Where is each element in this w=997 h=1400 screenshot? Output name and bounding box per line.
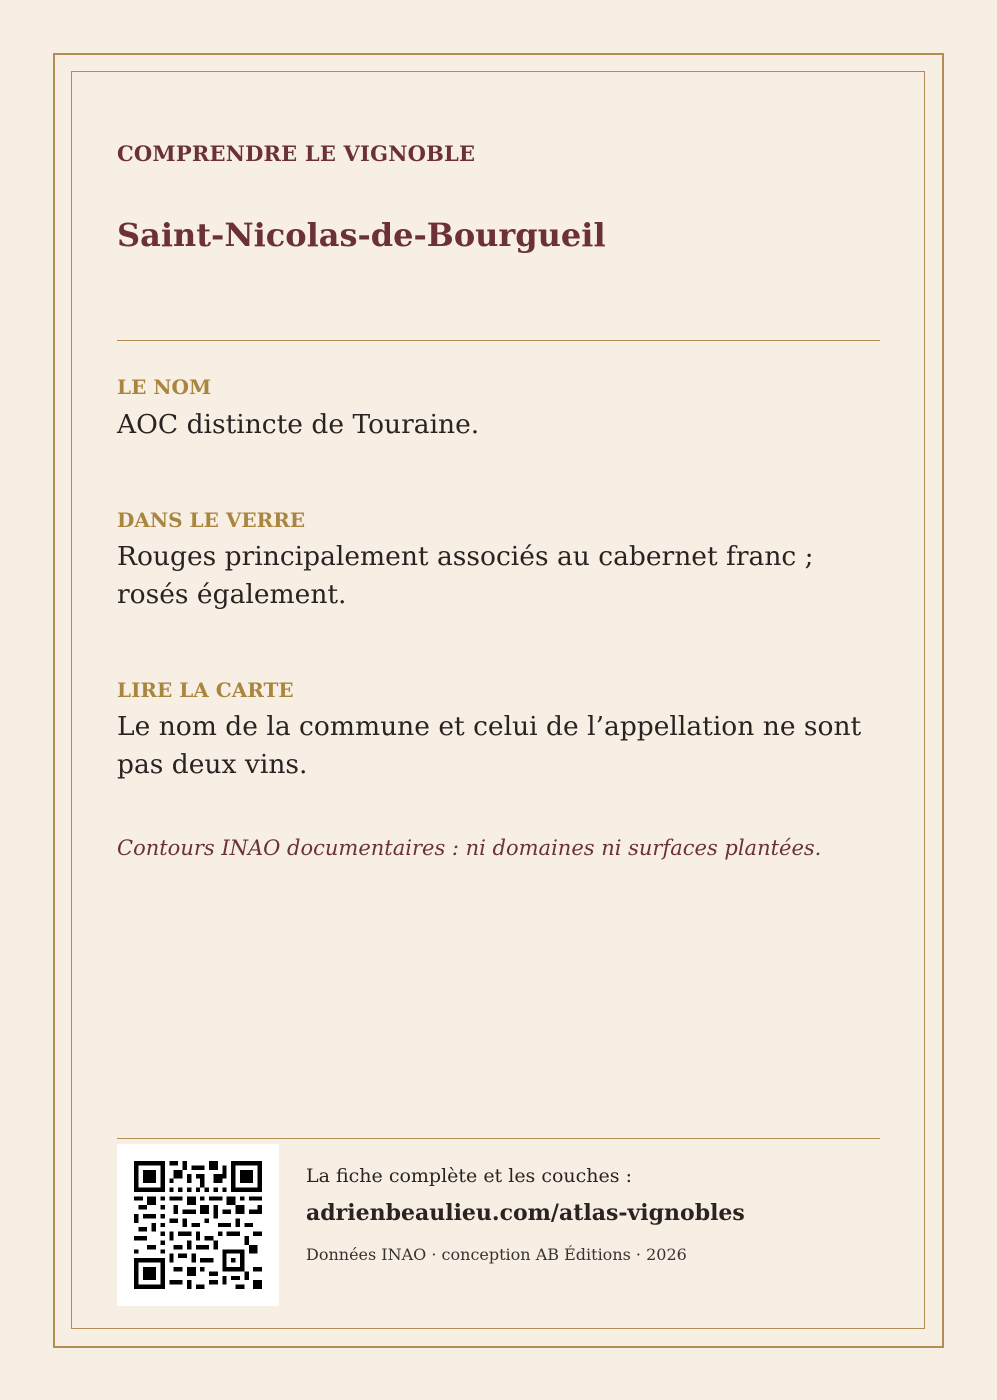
qr-code-graphic xyxy=(134,1161,262,1289)
qr-code-icon[interactable] xyxy=(117,1144,279,1306)
footer-credit-text: Données INAO · conception AB Éditions · 2026 xyxy=(306,1245,687,1264)
page-title: Saint-Nicolas-de-Bourgueil xyxy=(117,216,606,254)
top-divider xyxy=(117,340,880,341)
section-label-nom: LE NOM xyxy=(117,375,212,399)
section-text-nom: AOC distincte de Touraine. xyxy=(117,409,480,440)
footer-url-link[interactable]: adrienbeaulieu.com/atlas-vignobles xyxy=(306,1200,745,1226)
footer-divider xyxy=(117,1138,880,1139)
footnote-italic: Contours INAO documentaires : ni domaines ni surfaces plantées. xyxy=(117,836,822,860)
section-label-carte: LIRE LA CARTE xyxy=(117,678,294,702)
eyebrow-heading: COMPRENDRE LE VIGNOBLE xyxy=(117,141,476,166)
footer-intro-text: La fiche complète et les couches : xyxy=(306,1165,632,1187)
section-text-carte: Le nom de la commune et celui de l’appellation ne sont pas deux vins. xyxy=(117,711,862,780)
section-text-verre: Rouges principalement associés au cabernet franc ; rosés également. xyxy=(117,541,814,610)
section-label-verre: DANS LE VERRE xyxy=(117,508,306,532)
